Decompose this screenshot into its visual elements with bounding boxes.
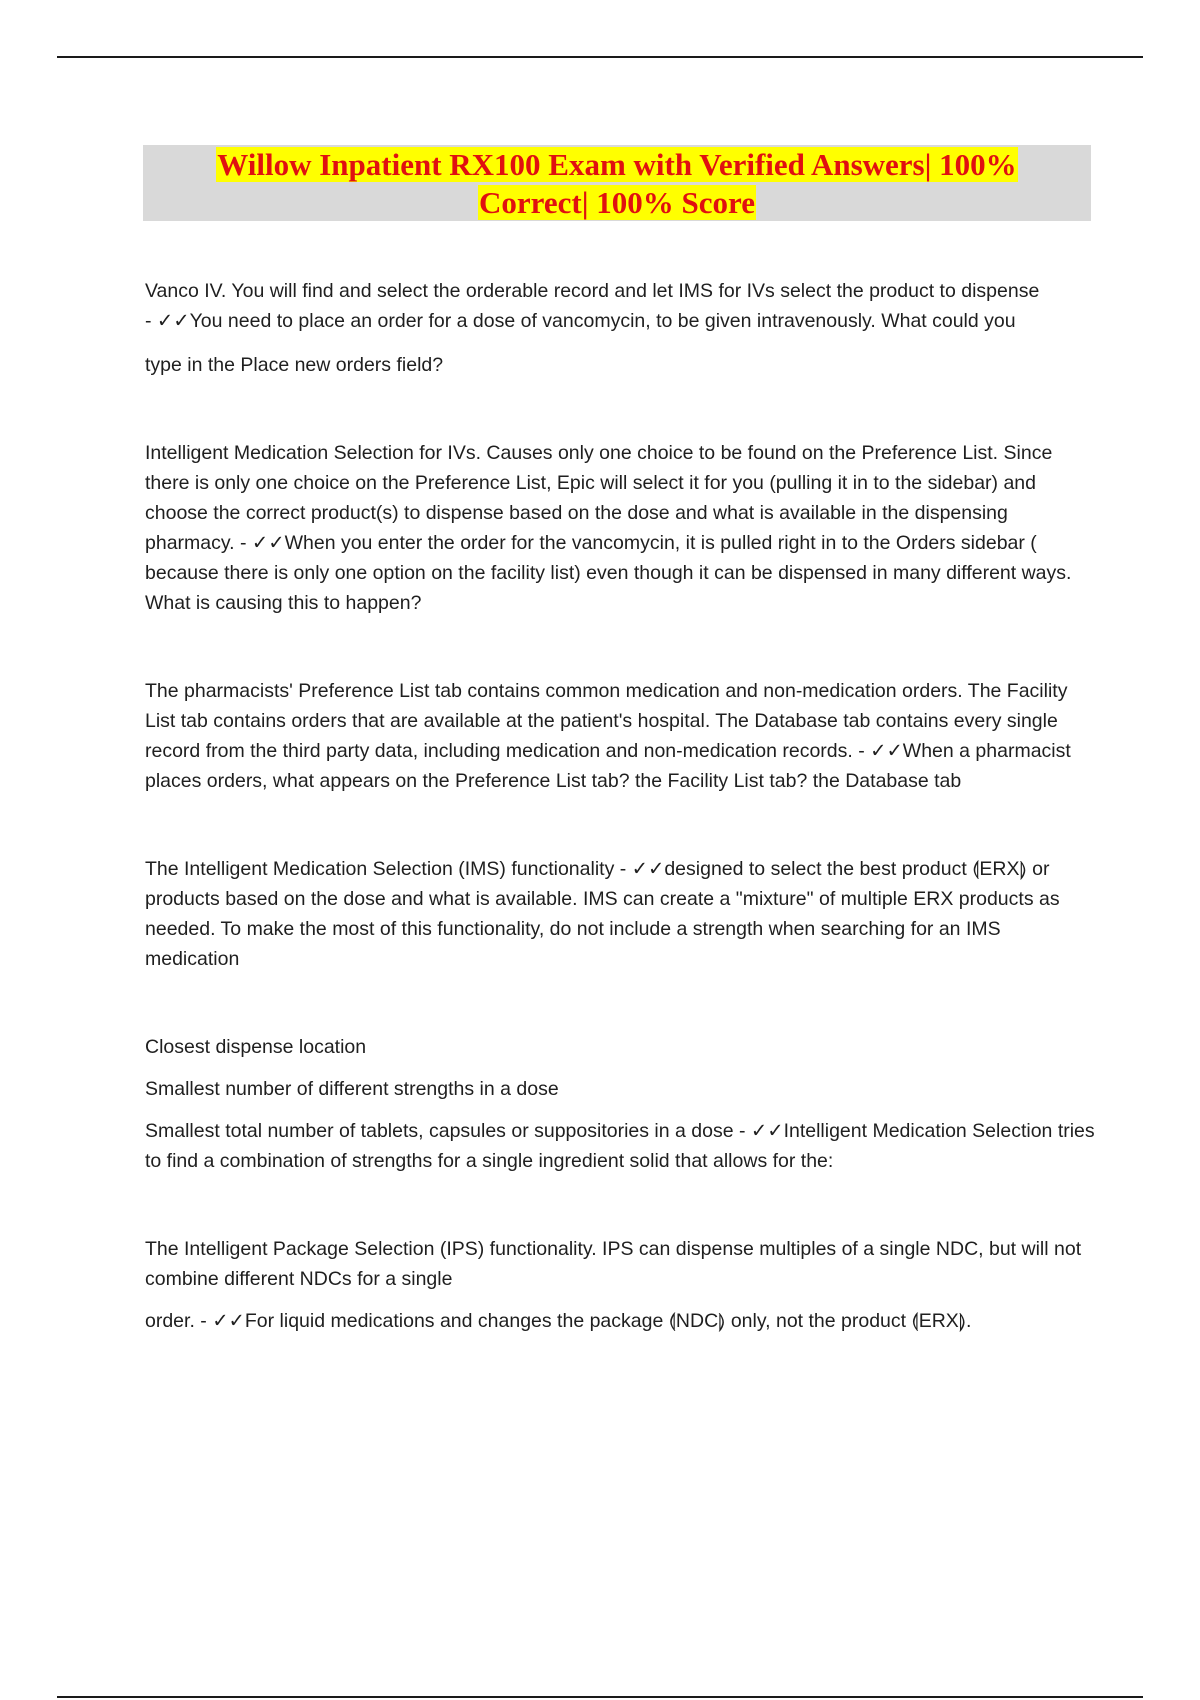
qa-6-line-2: order. - ✓✓For liquid medications and changes the package ⟬NDC⟭ only, not the product ⟬ERX⟭.	[145, 1310, 972, 1332]
qa-block-1	[145, 276, 1095, 380]
header-rule	[57, 56, 1143, 58]
qa-5-line-2: Smallest number of different strengths in a dose	[145, 1078, 559, 1100]
qa-1-line-1: Vanco IV. You will find and select the orderable record and let IMS for IVs select the product to dispense	[145, 280, 1040, 302]
qa-5-line-1: Closest dispense location	[145, 1036, 367, 1058]
document-title-line-1: Willow Inpatient RX100 Exam with Verified Answers| 100%	[217, 147, 1017, 182]
qa-1-line-3: type in the Place new orders field?	[145, 354, 444, 376]
document-body	[145, 276, 1095, 1336]
footer-rule	[57, 1696, 1143, 1698]
qa-block-4: The Intelligent Medication Selection (IMS) functionality - ✓✓designed to select the best product ⟬ERX⟭ or products based on the dose and what is available. IMS can create a "mixture" of multiple ERX products as needed. To make the most of this functionality, do not include a strength when searching for an IMS medication	[145, 858, 1060, 970]
qa-block-5	[145, 1032, 1095, 1176]
title-banner	[143, 145, 1091, 221]
qa-block-3: The pharmacists' Preference List tab contains common medication and non-medication orders. The Facility List tab contains orders that are available at the patient's hospital. The Database tab contains every single record from the third party data, including medication and non-medication records. - ✓✓When a pharmacist places orders, what appears on the Preference List tab? the Facility List tab? the Database tab	[145, 680, 1071, 792]
document-title-line-2: Correct| 100% Score	[479, 185, 755, 220]
qa-5-line-3: Smallest total number of tablets, capsules or suppositories in a dose - ✓✓Intelligent Medication Selection tries to find a combination of strengths for a single ingredient solid that allows for the:	[145, 1120, 1095, 1172]
qa-1-line-2: - ✓✓You need to place an order for a dose of vancomycin, to be given intravenously. What could you	[145, 310, 1016, 332]
qa-block-6	[145, 1234, 1095, 1336]
qa-6-line-1: The Intelligent Package Selection (IPS) functionality. IPS can dispense multiples of a single NDC, but will not combine different NDCs for a single	[145, 1238, 1082, 1290]
qa-block-2: Intelligent Medication Selection for IVs. Causes only one choice to be found on the Preference List. Since there is only one choice on the Preference List, Epic will select it for you (pulling it in to the sidebar) and choose the correct product(s) to dispense based on the dose and what is available in the dispensing pharmacy. - ✓✓When you enter the order for the vancomycin, it is pulled right in to the Orders sidebar ( because there is only one option on the facility list) even though it can be dispensed in many different ways. What is causing this to happen?	[145, 442, 1072, 614]
